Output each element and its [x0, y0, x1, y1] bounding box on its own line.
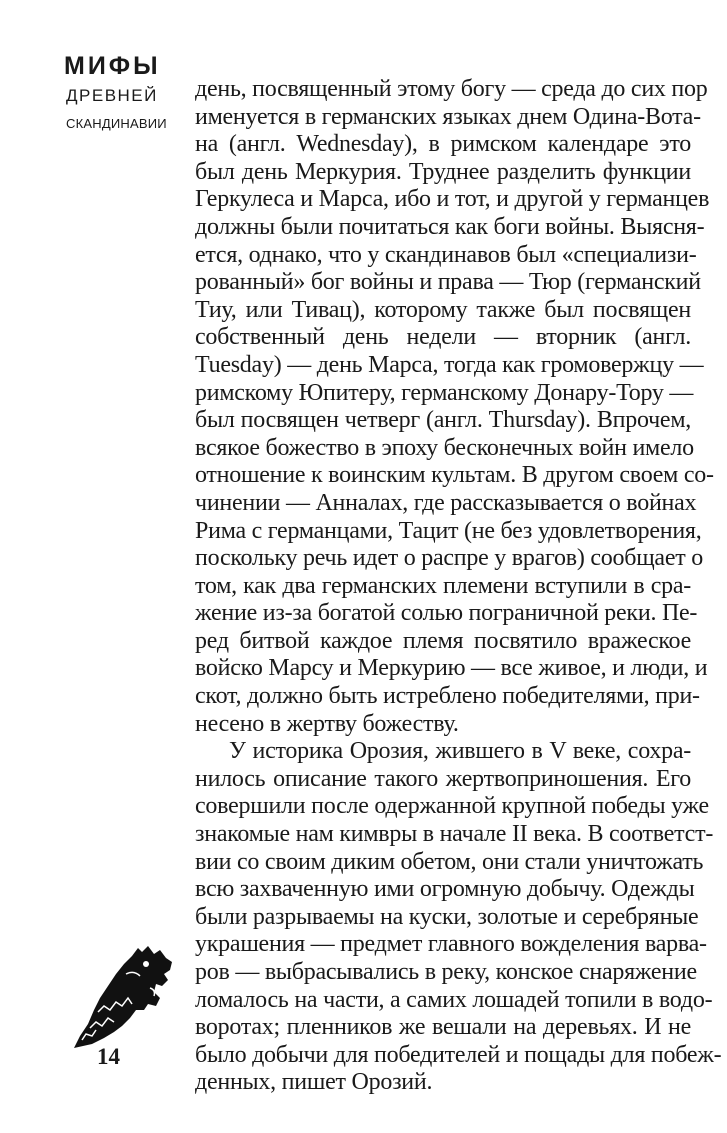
- text-line: рованный» бог войны и права — Тюр (германский: [195, 269, 701, 296]
- page-number: 14: [97, 1044, 120, 1069]
- text-line: скот, должно быть истреблено победителями, при-: [195, 683, 700, 710]
- text-line: денных, пишет Орозий.: [195, 1069, 433, 1096]
- running-header-sidebar: [0, 0, 185, 1133]
- text-line: знакомые нам кимвры в начале II века. В соответст-: [195, 821, 714, 848]
- text-line: на (англ. Wednesday), в римском календаре это: [195, 131, 691, 158]
- text-line: совершили после одержанной крупной победы уже: [195, 793, 709, 820]
- text-line: был посвящен четверг (англ. Thursday). Впрочем,: [195, 407, 691, 434]
- series-subtitle-line-1: ДРЕВНЕЙ: [66, 86, 158, 105]
- text-line: том, как два германских племени вступили в сра-: [195, 572, 691, 599]
- text-line: чинении — Анналах, где рассказывается о войнах: [195, 489, 697, 516]
- paragraph: [195, 738, 722, 1097]
- text-line: был день Меркурия. Труднее разделить функции: [195, 158, 691, 185]
- text-line: всякое божество в эпоху бесконечных войн имело: [195, 434, 694, 461]
- text-line: ров — выбрасывались в реку, конское снаряжение: [195, 959, 697, 985]
- text-line: ред битвой каждое племя посвятило вражеское: [195, 627, 691, 654]
- text-line: украшения — предмет главного вожделения варва-: [195, 931, 707, 958]
- text-line: всю захваченную ими огромную добычу. Одежды: [195, 876, 695, 903]
- text-line: должны были почитаться как боги войны. Выясня-: [195, 213, 705, 240]
- text-line: Tuesday) — день Марса, тогда как громовержцу —: [195, 351, 704, 378]
- text-line: ется, однако, что у скандинавов был «специализи-: [195, 241, 697, 268]
- body-text: [195, 76, 722, 1097]
- text-line: Рима с германцами, Тацит (не без удовлетворения,: [195, 517, 702, 544]
- text-line: римскому Юпитеру, германскому Донару-Тору —: [195, 379, 694, 406]
- text-line: Тиу, или Тивац), которому также был посвящен: [195, 296, 691, 323]
- text-line: жение из-за богатой солью пограничной реки. Пе-: [195, 600, 698, 627]
- text-line: ломалось на части, а самих лошадей топили в водо-: [195, 986, 713, 1013]
- text-line: были разрываемы на куски, золотые и серебряные: [195, 903, 699, 930]
- text-line: было добычи для победителей и пощады для побеж-: [195, 1041, 722, 1068]
- text-line: отношение к воинским культам. В другом своем со-: [195, 462, 714, 489]
- text-line: вии со своим диким обетом, они стали уничтожать: [195, 848, 704, 875]
- text-line: поскольку речь идет о распре у врагов) сообщает о: [195, 545, 703, 572]
- dragon-head-icon: [70, 940, 176, 1050]
- text-line: нилось описание такого жертвоприношения. Его: [195, 765, 691, 792]
- text-line: Геркулеса и Марса, ибо и тот, и другой у германцев: [195, 186, 710, 213]
- paragraph: [195, 76, 714, 738]
- text-line: день, посвященный этому богу — среда до сих пор: [195, 76, 708, 102]
- text-line: несено в жертву божеству.: [195, 710, 459, 737]
- text-line: войско Марсу и Меркурию — все живое, и люди, и: [195, 655, 708, 682]
- series-subtitle-line-2: СКАНДИНАВИИ: [66, 116, 167, 131]
- text-line: именуется в германских языках днем Одина-Вота-: [195, 103, 701, 130]
- text-line: собственный день недели — вторник (англ.: [195, 324, 691, 351]
- text-line: воротах; пленников же вешали на деревьях. И не: [195, 1014, 691, 1041]
- series-title: МИФЫ: [64, 52, 161, 80]
- text-line: У историка Орозия, жившего в V веке, сохра-: [229, 738, 691, 765]
